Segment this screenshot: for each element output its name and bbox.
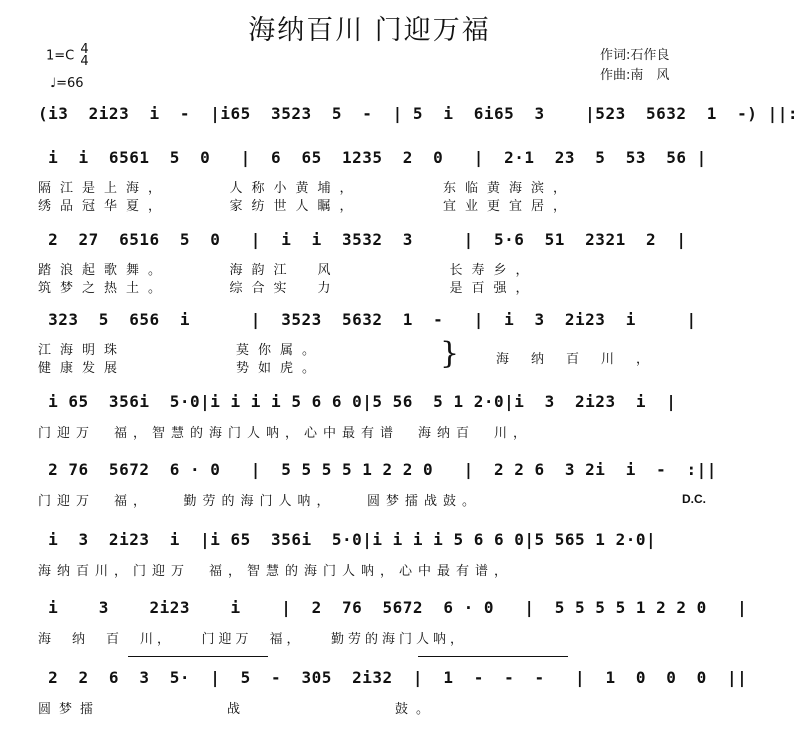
lyric-line-verse-2: 健康发展 势如虎。: [38, 361, 325, 376]
lyric-line-verse-1: 隔江是上海， 人称小黄埔， 东临黄海滨，: [38, 181, 576, 196]
slur-line: [128, 656, 268, 657]
score-system-8: [38, 664, 748, 718]
notes-line: (i3 2i23 i - |i65 3523 5 - | 5 i 6i65 3 |523 5632 1 -) ||:: [38, 104, 798, 123]
tempo-value: =66: [56, 76, 84, 91]
notes-line: i 3 2i23 i | 2 76 5672 6 · 0 | 5 5 5 5 1 2 2 0 |: [38, 598, 748, 617]
lyric-line: 海 纳 百 川， 门迎万 福， 勤劳的海门人呐，: [38, 632, 468, 647]
lyric-line: 海纳百川，门迎万 福，智慧的海门人呐，心中最有谱，: [38, 564, 514, 579]
notes-line: i 3 2i23 i |i 65 356i 5·0|i i i i 5 6 6 0|5 565 1 2·0|: [38, 530, 657, 549]
notes-line: 2 27 6516 5 0 | i i 3532 3 | 5·6 51 2321 2 |: [38, 230, 687, 249]
key-label: 1=C: [46, 48, 75, 64]
lyric-line: 圆梦擂 战 鼓。: [38, 702, 438, 717]
tie-line: [418, 656, 568, 657]
lyric-line-verse-2: 筑梦之热土。 综合实 力 是百强，: [38, 281, 538, 296]
score-system-intro: [38, 100, 798, 130]
notes-line: 323 5 656 i | 3523 5632 1 - | i 3 2i23 i |: [38, 310, 697, 329]
notes-line: 2 2 6 3 5· | 5 - 305 2i32 | 1 - - - | 1 0 0 0 ||: [38, 668, 748, 687]
notes-line: i 65 356i 5·0|i i i i 5 6 6 0|5 56 5 1 2·0|i 3 2i23 i |: [38, 392, 677, 411]
lyric-line-verse-2: 绣品冠华夏， 家纺世人瞩， 宜业更宜居，: [38, 199, 576, 214]
lyric-line: 门迎万 福， 勤劳的海门人呐， 圆梦擂战鼓。: [38, 494, 482, 509]
quarter-note-icon: ♩: [50, 76, 57, 91]
score-system-7: [38, 596, 748, 647]
lyric-line-verse-1: 江海明珠 莫你属。: [38, 343, 325, 358]
notes-line: 2 76 5672 6 · 0 | 5 5 5 5 1 2 2 0 | 2 2 6 3 2i i - :||: [38, 460, 717, 479]
composer: 作曲:南 风: [600, 68, 670, 83]
lyric-line-verse-1: 踏浪起歌舞。 海韵江 风 长寿乡，: [38, 263, 538, 278]
key-signature: [46, 44, 89, 68]
da-capo-mark: D.C.: [682, 492, 706, 506]
lyric-line-refrain: 海纳百川，: [496, 352, 672, 367]
verse-brace: }: [440, 336, 460, 371]
time-signature: [80, 44, 88, 68]
score-system-4: [38, 390, 706, 440]
score-system-6: [38, 528, 706, 578]
score-system-5: [38, 458, 717, 509]
tempo-mark: [50, 76, 84, 91]
song-title: 海纳百川 门迎万福: [248, 15, 491, 46]
score-system-1: [38, 146, 706, 216]
lyricist: 作词:石作良: [600, 48, 670, 63]
time-bottom: 4: [80, 54, 89, 69]
notes-line: i i 6561 5 0 | 6 65 1235 2 0 | 2·1 23 5 53 56 |: [38, 148, 707, 167]
time-top: 4: [80, 42, 89, 57]
score-system-2: [38, 228, 706, 298]
lyric-line: 门迎万 福，智慧的海门人呐，心中最有谱 海纳百 川，: [38, 426, 533, 441]
credits: [600, 46, 669, 86]
score-system-3: [38, 308, 706, 378]
